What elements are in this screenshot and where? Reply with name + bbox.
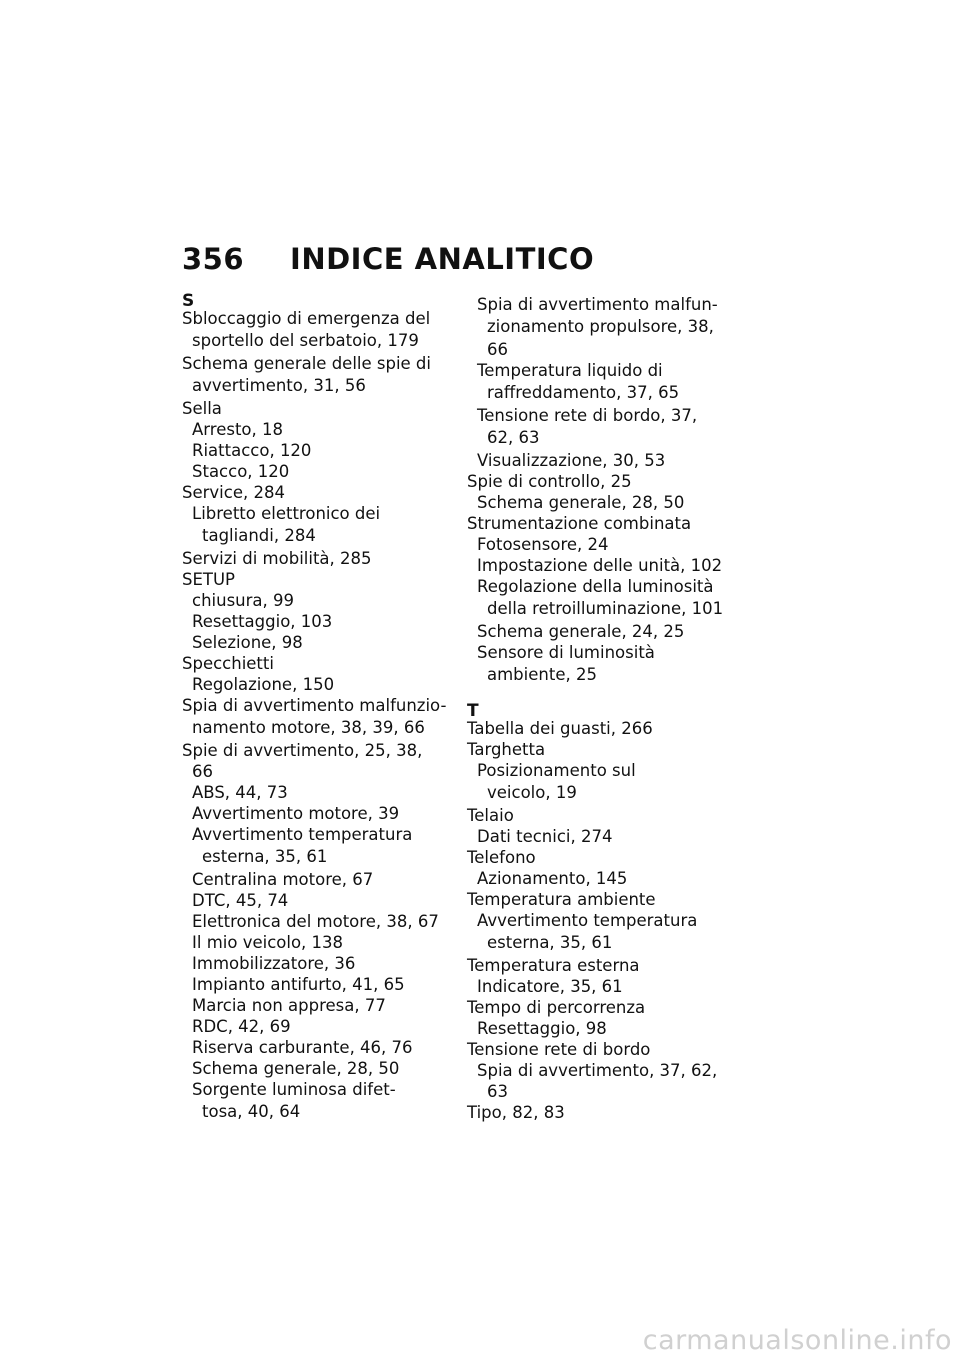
index-subentry: [467, 976, 767, 997]
entry-text: Marcia non appresa, 77: [192, 996, 386, 1015]
index-entry: [467, 513, 767, 534]
index-entry: [467, 718, 767, 739]
index-subentry: [182, 890, 474, 911]
entry-text: Targhetta: [467, 740, 546, 759]
entry-continuation: tagliandi, 284: [202, 526, 316, 545]
entry-text: Servizi di mobilità, 285: [182, 549, 372, 568]
entry-text: Stacco, 120: [192, 462, 290, 481]
index-subentry: [182, 419, 474, 440]
index-entry: [182, 353, 474, 398]
entry-text: Schema generale, 28, 50: [477, 493, 685, 512]
entry-text: Telefono: [467, 848, 536, 867]
index-subentry: [182, 803, 474, 824]
entry-text: Riserva carburante, 46, 76: [192, 1038, 413, 1057]
index-subentry: [467, 492, 767, 513]
index-subentry: [467, 868, 767, 889]
entry-text: Selezione, 98: [192, 633, 303, 652]
entry-text: Service, 284: [182, 483, 285, 502]
entry-text: Fotosensore, 24: [477, 535, 609, 554]
entry-text: SETUP: [182, 570, 236, 589]
index-subentry: [182, 503, 474, 548]
entry-continuation: tosa, 40, 64: [202, 1102, 301, 1121]
entry-text: Resettaggio, 103: [192, 612, 333, 631]
index-entry: [182, 308, 474, 353]
entry-text: Sella: [182, 399, 222, 418]
entry-text: Spie di avvertimento, 25, 38,: [182, 741, 423, 760]
index-column-left: [182, 291, 474, 1124]
entry-text: Schema generale, 24, 25: [477, 622, 685, 641]
index-subentry: [467, 555, 767, 576]
index-entry: [182, 569, 474, 590]
index-subentry: [182, 1037, 474, 1058]
entry-text: Posizionamento sul: [477, 761, 636, 780]
entry-text: Sensore di luminosità: [477, 643, 655, 662]
index-entry: [467, 471, 767, 492]
index-subentry: [467, 450, 767, 471]
index-entry: [467, 1102, 767, 1123]
index-entry: [467, 997, 767, 1018]
entry-continuation: 63: [487, 1082, 508, 1101]
entry-text: Elettronica del motore, 38, 67: [192, 912, 439, 931]
index-subentry: [467, 1018, 767, 1039]
entry-text: Il mio veicolo, 138: [192, 933, 344, 952]
index-subentry: [182, 995, 474, 1016]
index-subentry: [182, 911, 474, 932]
index-subentry: [467, 910, 767, 955]
page-header: [182, 242, 594, 276]
entry-continuation: esterna, 35, 61: [487, 933, 613, 952]
entry-continuation: veicolo, 19: [487, 783, 577, 802]
entry-text: Sorgente luminosa difet-: [192, 1080, 396, 1099]
entry-text: Temperatura liquido di: [477, 361, 663, 380]
index-entry: [467, 847, 767, 868]
entry-text: Schema generale delle spie di: [182, 354, 431, 373]
index-subentry: [182, 1058, 474, 1079]
index-entry: [182, 482, 474, 503]
entry-text: Spie di controllo, 25: [467, 472, 632, 491]
entry-text: Spia di avvertimento, 37, 62,: [477, 1061, 718, 1080]
index-subentry: [182, 869, 474, 890]
entry-continuation: ambiente, 25: [487, 665, 597, 684]
entry-continuation: raffreddamento, 37, 65: [487, 383, 680, 402]
index-subentry: [182, 1016, 474, 1037]
entry-text: Spia di avvertimento malfunzio-: [182, 696, 447, 715]
index-entry: [182, 653, 474, 674]
entry-text: Azionamento, 145: [477, 869, 628, 888]
entry-text: RDC, 42, 69: [192, 1017, 291, 1036]
index-column-right: [467, 294, 767, 1123]
entry-continuation: sportello del serbatoio, 179: [192, 331, 419, 350]
entry-text: Arresto, 18: [192, 420, 283, 439]
entry-text: Tensione rete di bordo: [467, 1040, 651, 1059]
entry-text: Impostazione delle unità, 102: [477, 556, 723, 575]
entry-continuation: della retroilluminazione, 101: [487, 599, 724, 618]
entry-continuation: 66: [487, 340, 508, 359]
index-subentry: [182, 824, 474, 869]
entry-text: Impianto antifurto, 41, 65: [192, 975, 405, 994]
entry-continuation: avvertimento, 31, 56: [192, 376, 366, 395]
entry-text: Tipo, 82, 83: [467, 1103, 565, 1122]
entry-text: Regolazione, 150: [192, 675, 335, 694]
index-subentry: [182, 932, 474, 953]
entry-text: Avvertimento temperatura: [477, 911, 698, 930]
entry-text: Riattacco, 120: [192, 441, 312, 460]
index-entry: [182, 548, 474, 569]
index-subentry: [467, 642, 767, 687]
entry-text: Indicatore, 35, 61: [477, 977, 623, 996]
entry-text: Avvertimento temperatura: [192, 825, 413, 844]
index-entry: [467, 889, 767, 910]
index-subentry: [467, 621, 767, 642]
index-subentry: [467, 405, 767, 450]
index-subentry: [182, 461, 474, 482]
entry-continuation: namento motore, 38, 39, 66: [192, 718, 425, 737]
index-entry: [182, 740, 474, 782]
index-subentry: [182, 611, 474, 632]
index-subentry: [467, 760, 767, 805]
index-entry: [182, 398, 474, 419]
page-title: INDICE ANALITICO: [290, 242, 595, 276]
index-subentry: [467, 826, 767, 847]
entry-text: Specchietti: [182, 654, 274, 673]
entry-text: Visualizzazione, 30, 53: [477, 451, 666, 470]
entry-text: Tensione rete di bordo, 37,: [477, 406, 698, 425]
entry-text: Spia di avvertimento malfun-: [477, 295, 718, 314]
entry-text: chiusura, 99: [192, 591, 295, 610]
entry-text: Temperatura esterna: [467, 956, 640, 975]
entry-continuation: zionamento propulsore, 38,: [487, 317, 714, 336]
index-subentry: [467, 576, 767, 621]
index-entry: [467, 805, 767, 826]
entry-text: Centralina motore, 67: [192, 870, 374, 889]
entry-continuation: esterna, 35, 61: [202, 847, 328, 866]
entry-text: Avvertimento motore, 39: [192, 804, 400, 823]
index-subentry: [467, 294, 767, 360]
section-spacer: [467, 687, 767, 704]
entry-text: Immobilizzatore, 36: [192, 954, 356, 973]
entry-continuation: 62, 63: [487, 428, 540, 447]
index-entry: [182, 695, 474, 740]
index-subentry: [182, 440, 474, 461]
entry-text: Tempo di percorrenza: [467, 998, 646, 1017]
index-entry: [467, 739, 767, 760]
page-number: 356: [182, 242, 245, 276]
entry-text: Resettaggio, 98: [477, 1019, 607, 1038]
index-subentry: [182, 782, 474, 803]
entry-text: Telaio: [467, 806, 514, 825]
index-subentry: [467, 360, 767, 405]
entry-text: Schema generale, 28, 50: [192, 1059, 400, 1078]
index-subentry: [182, 590, 474, 611]
section-letter: T: [467, 701, 479, 721]
index-subentry: [182, 674, 474, 695]
entry-text: Sbloccaggio di emergenza del: [182, 309, 431, 328]
index-subentry: [182, 1079, 474, 1124]
entry-text: Strumentazione combinata: [467, 514, 692, 533]
index-subentry: [182, 953, 474, 974]
index-subentry: [467, 534, 767, 555]
entry-text: ABS, 44, 73: [192, 783, 288, 802]
entry-text: Temperatura ambiente: [467, 890, 656, 909]
index-entry: [467, 1039, 767, 1060]
entry-continuation: 66: [192, 762, 213, 781]
index-subentry: [467, 1060, 767, 1102]
entry-text: Dati tecnici, 274: [477, 827, 613, 846]
entry-text: Libretto elettronico dei: [192, 504, 381, 523]
index-entry: [467, 955, 767, 976]
index-subentry: [182, 632, 474, 653]
watermark: carmanualsonline.info: [642, 1325, 952, 1356]
entry-text: DTC, 45, 74: [192, 891, 289, 910]
section-letter: S: [182, 291, 195, 311]
entry-text: Regolazione della luminosità: [477, 577, 714, 596]
index-subentry: [182, 974, 474, 995]
entry-text: Tabella dei guasti, 266: [467, 719, 653, 738]
